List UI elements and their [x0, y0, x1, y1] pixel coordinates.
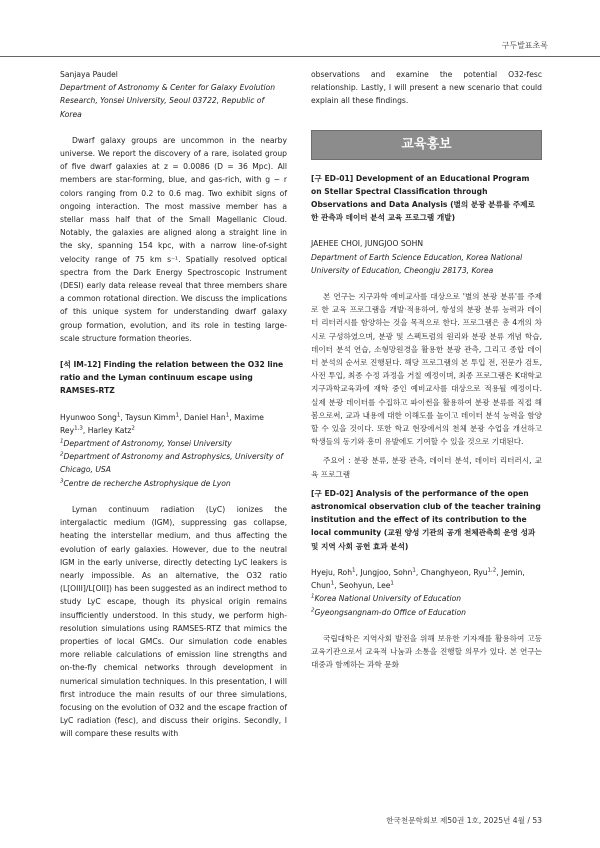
continuation-text: observations and examine the potential O32-fesc relationship. Lastly, I will present a new scenario that could explain all these findings.	[311, 70, 542, 106]
author-sup: 1	[225, 412, 230, 419]
abstract-text-im12: Lyman continuum radiation (LyC) ionizes the intergalactic medium (IGM), suppressing gas collapse, heating the interstellar medium, and thus affecting the evolution of early galaxies. However, due to the neutral IGM in the early universe, directly detecting LyC leakers is nearly impossible. As an alternative, the O32 ratio (L[OIII]/L[OII]) has been suggested as an indirect method to study LyC escape, though its physical origin remains insufficiently understood. In this study, we perform high-resolution simulations using RAMSES-RTZ that mimics the properties of local GMCs. Our simulation code enables more reliable calculations of emission line strengths and on-the-fly chemical networks through development in numerical simulation techniques. In this presentation, I will first introduce the main results of our three simulations, focusing on the evolution of O32 and the escape fraction of LyC radiation (fesc), and discuss their origins. Secondly, I will compare these results with	[60, 504, 287, 739]
keywords-ed01: 주요어 : 분광 분류, 분광 관측, 데이터 분석, 데이터 리터러시, 교육 프로그램	[311, 456, 542, 479]
affiliation: Department of Astronomy, Yonsei University	[63, 439, 232, 449]
affiliation-sup: 2	[60, 451, 64, 458]
affiliation-line	[60, 450, 287, 476]
affiliation-sup: 1	[60, 438, 64, 445]
author-sup: 1,2	[487, 567, 497, 574]
author-sep: ,	[82, 425, 88, 435]
author: Hyeju, Roh	[311, 567, 353, 577]
author-sup: 1,3	[74, 425, 83, 432]
author-sep: ,	[334, 581, 340, 591]
affiliation: Gyeongsangnam-do Office of Education	[314, 607, 466, 617]
affiliation: Department of Astronomy and Astrophysics, University of Chicago, USA	[60, 452, 284, 475]
author: Taysun Kimm	[125, 412, 176, 422]
author: Jemin, Chun	[311, 567, 525, 591]
author: Jungjoo, Sohn	[360, 567, 413, 577]
abstract-text-ed01: 본 연구는 지구과학 예비교사를 대상으로 '별의 분광 분류'를 주제로 한 교육 프로그램을 개발·적용하여, 항성의 분광 분류 능력과 데이터 리터러시를 함양하는 것을 목적으로 한다. 프로그램은 총 4개의 차시로 구성하였으며, 분광 및 스펙트럼의 원리와 분광 분류 개념 학습, 데이터 분석 연습, 소형망원경을 활용한 분광 관측, 그리고 종합 데이터 분석의 순서로 진행된다. 해당 프로그램의 본 투입 전, 전문가 검토, 사전 투입, 최종 수정 과정을 거칠 예정이며, 최종 프로그램은 K대학교 지구과학교육과에 재학 중인 예비교사를 대상으로 적용될 예정이다. 실제 분광 데이터를 수집하고 파이썬을 활용하여 분광 분류를 직접 해봄으로써, 교과 내용에 대한 이해도를 높이고 데이터 분석 능력을 함양할 수 있을 것이다. 또한 학교 현장에서의 천체 분광 수업을 개선하고 학생들의 동기와 흥미 유발에도 기여할 수 있을 것으로 기대된다.	[311, 292, 542, 447]
affiliation-line	[60, 437, 287, 450]
author-list-ed02	[311, 566, 542, 592]
author-sup: 2	[131, 425, 135, 432]
left-column	[60, 68, 287, 741]
affiliation-line	[311, 592, 542, 605]
affiliation-sup: 3	[60, 478, 64, 485]
author-sup: 1	[352, 567, 356, 574]
affiliation-line	[60, 477, 287, 490]
author-sup: 1	[390, 580, 394, 587]
author-sup: 1	[116, 412, 121, 419]
author-sep: ,	[120, 412, 126, 422]
affiliation-line	[311, 606, 542, 619]
affiliation-sup: 1	[311, 593, 315, 600]
author-name: Sanjaya Paudel	[60, 70, 118, 79]
author-sup: 1	[412, 567, 416, 574]
author: Maxime Rey	[60, 412, 264, 435]
affiliation-ed01: Department of Earth Science Education, Korea National University of Education, Cheongju 28173, Korea	[311, 252, 523, 275]
author-sup: 1	[175, 412, 180, 419]
section-header: 교육홍보	[311, 130, 542, 160]
author-sep: ,	[229, 412, 235, 422]
author-list-ed01: JAEHEE CHOI, JUNGJOO SOHN	[311, 239, 424, 249]
abstract-text: Dwarf galaxy groups are uncommon in the nearby universe. We report the discovery of a rare, isolated group of five dwarf galaxies at z = 0.0086 (D = 36 Mpc). All members are star-forming, blue, and gas-rich, with g − r colors ranging from 0.2 to 0.6 mag. Two exhibit signs of ongoing interaction. The most massive member has a stellar mass half that of the Small Magellanic Cloud. Notably, the galaxies are aligned along a straight line in the sky, spanning 154 kpc, with a narrow line-of-sight velocity range of 75 km s⁻¹. Spatially resolved optical spectra from the Dark Energy Spectroscopic Instrument (DESI) early data release reveal that three members share a common rotational direction. We discuss the implications of this unique system for understanding dwarf galaxy group formation, evolution, and its role in testing large-scale structure formation theories.	[60, 135, 287, 343]
author-sep: ,	[179, 412, 184, 422]
abstract-title-ed02: [구 ED-02] Analysis of the performance of the open astronomical observation club of the teacher training institution and the effect of its contribution to the local community (교원 양성 기관의 공개 천체관측회 운영 성과 및 지역 사회 공헌 효과 분석)	[311, 488, 541, 551]
author-sup: 1	[330, 580, 335, 587]
affiliation-sup: 2	[311, 606, 315, 613]
running-header: 구두발표초록	[501, 41, 548, 50]
author-sep: ,	[496, 567, 502, 577]
right-column	[311, 68, 542, 671]
author-sep: ,	[415, 567, 421, 577]
author-list-im12	[60, 411, 287, 437]
author: Hyunwoo Song	[60, 412, 117, 422]
author: Daniel Han	[183, 412, 226, 422]
author-affiliation: Department of Astronomy & Center for Galaxy Evolution Research, Yonsei University, Seoul 03722, Republic of Korea	[60, 83, 276, 119]
affiliation: Centre de recherche Astrophysique de Lyon	[63, 478, 231, 488]
header-rule	[0, 56, 600, 57]
author: Harley Katz	[87, 425, 132, 435]
abstract-title-im12: [석 IM-12] Finding the relation between the O32 line ratio and the Lyman continuum escape using RAMSES-RTZ	[60, 360, 284, 396]
page-footer: 한국천문학회보 제50권 1호, 2025년 4월 / 53	[386, 816, 542, 825]
abstract-text-ed02: 국립대학은 지역사회 발전을 위해 보유한 기자재를 활용하여 고등교육기관으로서 교육적 나눔과 소통을 진행할 의무가 있다. 본 연구는 대중과 함께하는 과학 문화	[311, 633, 542, 670]
author-sep: ,	[355, 567, 361, 577]
affiliation: Korea National University of Education	[314, 594, 462, 604]
author: Changhyeon, Ryu	[420, 567, 488, 577]
author: Seohyun, Lee	[339, 581, 391, 591]
abstract-title-ed01: [구 ED-01] Development of an Educational Program on Stellar Spectral Classification through Observations and Data Analysis (별의 분광 분류를 주제로 한 관측과 데이터 분석 교육 프로그램 개발)	[311, 173, 535, 223]
